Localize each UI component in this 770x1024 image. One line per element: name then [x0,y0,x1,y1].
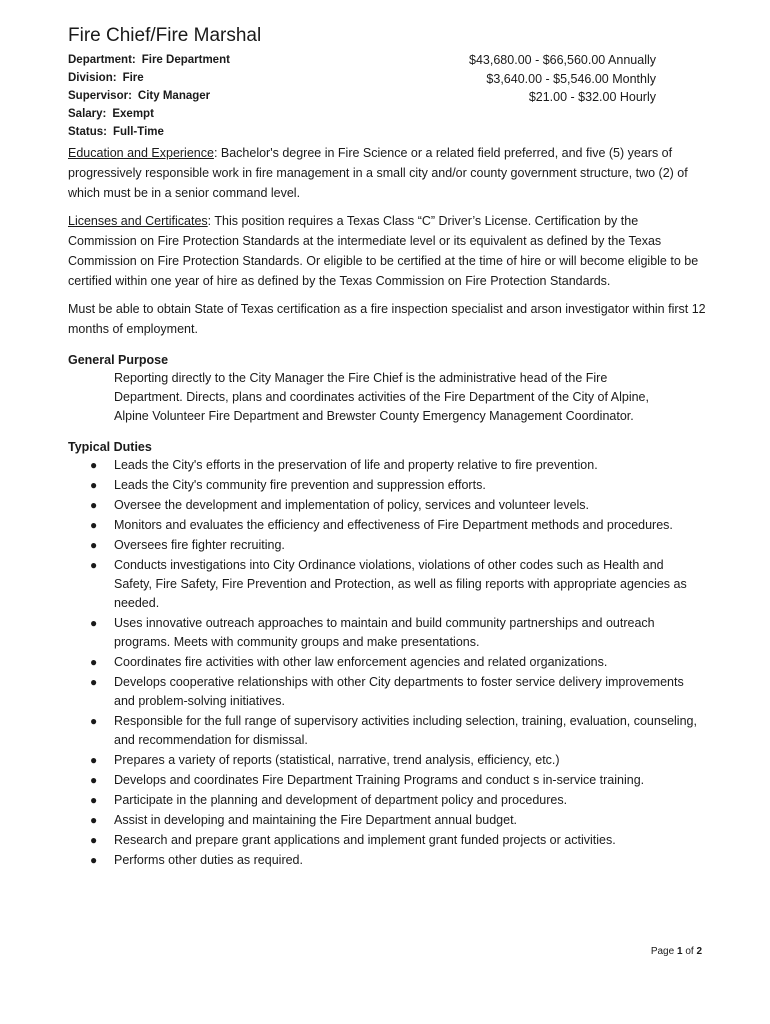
duty-text: Oversee the development and implementation of policy, services and volunteer levels. [114,498,590,512]
list-item [68,712,704,750]
supervisor-value: City Manager [137,90,211,102]
state-certification-paragraph: Must be able to obtain State of Texas certification as a fire inspection specialist and arson investigator within first 12 months of employment. [68,302,706,336]
salary-label: Salary: [68,108,107,120]
list-item [68,673,704,711]
bullet-icon: ● [90,853,98,867]
list-item [68,516,704,535]
duty-text: Assist in developing and maintaining the Fire Department annual budget. [114,813,518,827]
list-item [68,456,704,475]
duty-text: Prepares a variety of reports (statistical, narrative, trend analysis, efficiency, etc.) [114,753,560,767]
list-item [68,771,704,790]
bullet-icon: ● [90,478,98,492]
list-item [68,653,704,672]
licenses-paragraph [68,211,708,291]
list-item [68,556,704,613]
document-page [68,24,708,871]
bullet-icon: ● [90,675,98,689]
department-value: Fire Department [141,54,230,66]
duty-text: Conducts investigations into City Ordinance violations, violations of other codes such as Health and Safety, Fire Safety, Fire Prevention and Protection, as well as filing reports with appropriate agencies as needed. [114,558,687,610]
division-row [68,69,230,87]
division-label: Division: [68,72,117,84]
bullet-icon: ● [90,833,98,847]
education-text: : Bachelor's degree in Fire Science or a related field preferred, and five (5) years of progressively responsible work in fire management in a small city and/or county government structure, two (2) of which must be in a senior command level. [68,146,688,200]
page-total: 2 [696,946,702,957]
duty-text: Performs other duties as required. [114,853,303,867]
salary-ranges [469,51,656,107]
list-item [68,811,704,830]
job-header [68,51,708,143]
licenses-heading: Licenses and Certificates [68,214,208,228]
list-item [68,476,704,495]
education-paragraph [68,143,708,203]
list-item [68,851,704,870]
duty-text: Develops and coordinates Fire Department Training Programs and conduct s in-service training. [114,773,645,787]
bullet-icon: ● [90,498,98,512]
list-item [68,614,704,652]
salary-row [68,105,230,123]
supervisor-row [68,87,230,105]
status-label: Status: [68,126,107,138]
list-item [68,831,704,850]
page-word: Page [650,946,675,957]
salary-monthly: $3,640.00 - $5,546.00 Monthly [486,71,656,86]
bullet-icon: ● [90,518,98,532]
bullet-icon: ● [90,655,98,669]
salary-hourly: $21.00 - $32.00 Hourly [528,90,656,104]
status-value: Full-Time [112,126,164,138]
bullet-icon: ● [90,813,98,827]
general-purpose-heading: General Purpose [68,353,169,367]
of-word: of [685,946,694,957]
typical-duties-heading: Typical Duties [68,440,152,454]
duty-text: Responsible for the full range of supervisory activities including selection, training, evaluation, counseling, and recommendation for dismissal. [114,714,697,747]
list-item [68,496,704,515]
list-item [68,791,704,810]
department-label: Department: [68,54,136,66]
duty-text: Leads the City's community fire prevention and suppression efforts. [114,478,486,492]
duty-text: Coordinates fire activities with other law enforcement agencies and related organizations. [114,655,608,669]
bullet-icon: ● [90,616,98,630]
duty-text: Develops cooperative relationships with other City departments to foster service delivery improvements and problem-solving initiatives. [114,675,684,708]
licenses-text: : This position requires a Texas Class “C” Driver’s License. Certification by the Commission on Fire Protection Standards at the intermediate level or its equivalent as defined by the Texas Commission on Fire Protection Standards. Or eligible to be certified at the time of hire or will become eligible to be certified within one year of hire as defined by the Texas Commission on Fire Protection Standards. [68,214,699,288]
division-value: Fire [122,72,144,84]
duty-text: Participate in the planning and development of department policy and procedures. [114,793,568,807]
salary-value: Exempt [112,108,154,120]
typical-duties-list [68,456,708,870]
duty-text: Oversees fire fighter recruiting. [114,538,285,552]
bullet-icon: ● [90,793,98,807]
bullet-icon: ● [90,714,98,728]
duty-text: Leads the City's efforts in the preservation of life and property relative to fire prevention. [114,458,598,472]
list-item [68,751,704,770]
duty-text: Monitors and evaluates the efficiency and effectiveness of Fire Department methods and procedures. [114,518,673,532]
general-purpose-text: Reporting directly to the City Manager the Fire Chief is the administrative head of the Fire Department. Directs, plans and coordinates activities of the Fire Department of the City of Alpine, Alpine Volunteer Fire Department and Brewster County Emergency Management Coordinator. [114,371,649,423]
bullet-icon: ● [90,458,98,472]
bullet-icon: ● [90,753,98,767]
duty-text: Uses innovative outreach approaches to maintain and build community partnerships and outreach programs. Meets with community groups and make presentations. [114,616,655,649]
job-meta [68,51,230,141]
bullet-icon: ● [90,558,98,572]
status-row [68,123,230,141]
bullet-icon: ● [90,538,98,552]
education-heading: Education and Experience [68,146,214,160]
supervisor-label: Supervisor: [68,90,132,102]
duty-text: Research and prepare grant applications and implement grant funded projects or activities. [114,833,616,847]
page-number [651,946,702,957]
salary-annual: $43,680.00 - $66,560.00 Annually [469,53,656,67]
bullet-icon: ● [90,773,98,787]
page-title: Fire Chief/Fire Marshal [68,25,262,46]
list-item [68,536,704,555]
department-row [68,51,230,69]
page-current: 1 [676,946,683,957]
